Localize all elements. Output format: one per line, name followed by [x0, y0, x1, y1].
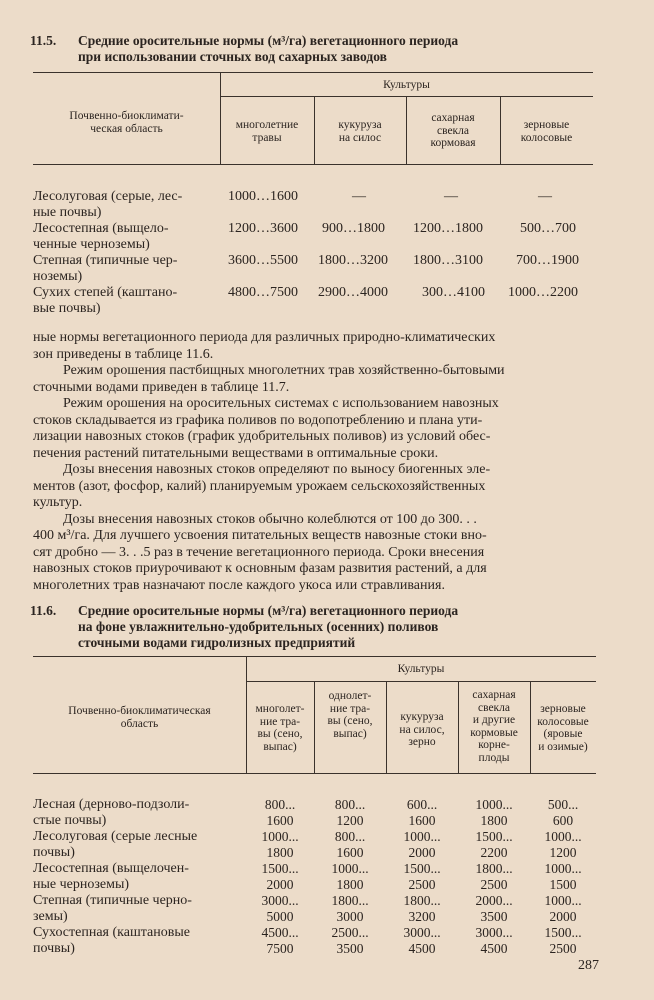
table-cell: 3500	[336, 941, 364, 956]
table-cell: 300…4100	[422, 285, 485, 300]
text-line: Дозы внесения навозных стоков обычно колеблются от 100 до 300. . .	[63, 511, 477, 527]
column-header-line: выпас)	[333, 727, 367, 740]
table-title-line: Средние оросительные нормы (м³/га) вегетационного периода	[78, 603, 459, 618]
column-header-line: кормовые	[470, 726, 518, 739]
table-title-line: сточными водами гидролизных предприятий	[78, 635, 356, 650]
row-region-name: почвы)	[33, 845, 75, 860]
row-region-name: вые почвы)	[33, 301, 101, 316]
header-region	[33, 705, 246, 731]
table-cell: 1600	[408, 813, 436, 828]
column-header-line: и другие	[472, 714, 516, 726]
table-cell: 1000...	[475, 797, 513, 812]
table-cell: 1200	[336, 813, 364, 828]
column-header-line: многолет-	[255, 703, 305, 715]
row-region-name: земы)	[33, 909, 68, 924]
table-cell: 1000…1600	[228, 189, 298, 204]
column-header-line: (яровые	[543, 728, 583, 740]
row-region-name: ные черноземы)	[33, 877, 130, 892]
table-cell: 3500	[480, 909, 508, 924]
table-top-rule	[33, 656, 596, 657]
column-header-line: сахарная	[472, 689, 516, 701]
table-cell: 1000...	[544, 893, 582, 908]
column-header-line: многолетние	[235, 119, 299, 131]
column-header-line: колосовые	[520, 131, 573, 144]
header-group-label: Культуры	[383, 79, 430, 91]
column-header-line: выпас)	[263, 740, 297, 753]
table-title-line: при использовании сточных вод сахарных заводов	[78, 49, 387, 64]
row-region-name: Лесолуговая (серые лесные	[33, 829, 198, 844]
table-cell: 2500	[549, 941, 577, 956]
text-line: стоков складывается из графика поливов по водопотреблению и плана ути-	[33, 412, 483, 428]
table-cell: 600	[552, 813, 574, 828]
column-header-line: на силос,	[399, 723, 445, 736]
table-number: 11.6.	[30, 603, 57, 618]
table-cell: 3000	[336, 909, 364, 924]
table-cell: 3000...	[403, 925, 441, 940]
text-line: ные нормы вегетационного периода для различных природно-климатических	[33, 330, 496, 345]
table-cell: 3600…5500	[228, 253, 298, 268]
text-line: навозных стоков приурочивают к основным фазам развития растений, а для	[33, 561, 487, 576]
header-bottom-rule	[33, 773, 596, 774]
table-cell: 2500	[480, 877, 508, 892]
table-title-line: на фоне увлажнительно-удобрительных (осенних) поливов	[78, 619, 439, 634]
column-header	[530, 703, 596, 753]
row-region-name: Лесостепная (выщело-	[33, 221, 169, 236]
text-line: Дозы внесения навозных стоков определяют по выносу биогенных эле-	[63, 462, 491, 477]
column-header-line: зерновые	[540, 703, 586, 715]
header-region-line: ческая область	[90, 123, 163, 135]
table-cell: 1200	[549, 845, 577, 860]
table-cell: 4500	[408, 941, 436, 956]
table-cell: 800...	[264, 797, 296, 812]
table-cell: 4800…7500	[228, 285, 298, 300]
table-cell: 700…1900	[516, 253, 579, 268]
table-cell: 3200	[408, 909, 436, 924]
header-region-line: область	[120, 718, 159, 730]
column-header	[458, 689, 530, 764]
table-cell: 900…1800	[322, 221, 385, 236]
group-rule	[246, 681, 596, 682]
column-header-line: кукуруза	[338, 119, 382, 131]
column-header-line: сахарная	[431, 112, 475, 124]
header-region-line: Почвенно-биоклимати-	[69, 110, 184, 122]
table-cell: 2000	[549, 909, 577, 924]
header-group-label: Культуры	[397, 663, 445, 675]
text-line: 400 м³/га. Для лучшего усвоения питательных веществ навозные стоки вно-	[33, 528, 487, 543]
column-header-line: кукуруза	[400, 711, 444, 723]
text-line: сточными водами приведен в таблице 11.7.	[33, 379, 290, 395]
column-header	[314, 119, 406, 144]
row-region-name: Лесостепная (выщелочен-	[33, 861, 189, 876]
table-cell: 800...	[334, 829, 366, 844]
column-header-line: вы (сено,	[257, 728, 303, 740]
column-header-line: кормовая	[430, 137, 476, 149]
table-cell: 1800...	[475, 861, 513, 876]
table-cell: 1800	[480, 813, 508, 828]
table-cell: —	[538, 189, 552, 204]
table-title-line: Средние оросительные нормы (м³/га) вегетационного периода	[78, 33, 459, 48]
text-line: Режим орошения на оросительных системах с использованием навозных	[63, 396, 499, 411]
column-header-line: колосовые	[537, 715, 589, 728]
row-region-name: ченные черноземы)	[33, 237, 150, 252]
column-header-line: свекла	[436, 124, 469, 137]
header-region	[33, 110, 220, 136]
table-cell: 1000...	[261, 829, 299, 844]
table-cell: 2900…4000	[318, 285, 388, 300]
table-cell: 1000...	[331, 861, 369, 876]
table-cell: —	[352, 189, 366, 204]
table-cell: 1500	[549, 877, 577, 892]
table-cell: 1800...	[331, 893, 369, 908]
column-header	[406, 112, 500, 150]
column-header-line: ние тра-	[259, 715, 301, 728]
table-cell: 2500	[408, 877, 436, 892]
table-cell: 1000…2200	[508, 285, 578, 300]
text-line: печения растений питательными веществами в оптимальные сроки.	[33, 445, 439, 461]
table-cell: 2000	[266, 877, 294, 892]
column-header-line: на силос	[338, 131, 382, 144]
table-cell: 1800	[266, 845, 294, 860]
header-region-line: Почвенно-биоклиматическая	[68, 705, 211, 717]
table-cell: 3000...	[261, 893, 299, 908]
column-header	[246, 703, 314, 753]
text-line: сят дробно — 3. . .5 раз в течение вегетационного периода. Сроки внесения	[33, 544, 485, 560]
row-region-name: Лесная (дерново-подзоли-	[33, 797, 190, 812]
column-header-line: однолет-	[328, 690, 372, 702]
row-region-name: ноземы)	[33, 269, 83, 284]
row-region-name: почвы)	[33, 941, 75, 956]
table-cell: 4500	[480, 941, 508, 956]
table-cell: 1200…1800	[413, 221, 483, 236]
column-header	[314, 690, 386, 740]
table-cell: 3000...	[475, 925, 513, 940]
table-cell: 1600	[266, 813, 294, 828]
text-line: зон приведены в таблице 11.6.	[33, 346, 214, 362]
table-cell: 4500...	[261, 925, 299, 940]
column-header	[386, 711, 458, 749]
column-header	[220, 119, 314, 144]
table-cell: 1800...	[403, 893, 441, 908]
column-header-line: и озимые)	[538, 740, 588, 753]
table-cell: 1500...	[261, 861, 299, 876]
row-region-name: Степная (типичные черно-	[33, 893, 192, 908]
table-cell: 1800…3200	[318, 253, 388, 268]
table-cell: 1500...	[544, 925, 582, 940]
text-line: Режим орошения пастбищных многолетних трав хозяйственно-бытовыми	[63, 363, 505, 378]
table-cell: 1200…3600	[228, 221, 298, 236]
body-text	[33, 330, 599, 594]
row-region-name: Лесолуговая (серые, лес-	[33, 189, 183, 204]
column-header-line: зерновые	[523, 119, 570, 131]
column-header-line: травы	[252, 131, 282, 144]
table-cell: 5000	[266, 909, 294, 924]
table-cell: 2000...	[475, 893, 513, 908]
row-region-name: Сухостепная (каштановые	[33, 925, 190, 940]
text-line: многолетних трав назначают после каждого укоса или стравливания.	[33, 577, 445, 593]
table-cell: 7500	[266, 941, 294, 956]
table-top-rule	[33, 72, 593, 73]
page-number: 287	[578, 958, 599, 973]
text-line: культур.	[33, 495, 83, 510]
column-header-line: плоды	[478, 751, 510, 764]
table-cell: —	[444, 189, 458, 204]
table-cell: 600...	[406, 797, 438, 812]
table-cell: 500…700	[520, 221, 576, 236]
row-region-name: Сухих степей (каштано-	[33, 285, 178, 300]
table-cell: 500...	[547, 797, 579, 812]
column-header	[500, 119, 593, 144]
table-cell: 1500...	[403, 861, 441, 876]
column-header-line: ние тра-	[329, 702, 371, 715]
column-header-line: корне-	[478, 739, 510, 751]
table-number: 11.5.	[30, 33, 57, 48]
text-line: лизации навозных стоков (график удобрительных поливов) из условий обес-	[33, 429, 491, 444]
row-region-name: стые почвы)	[33, 813, 107, 828]
header-bottom-rule	[33, 164, 593, 165]
table-cell: 800...	[334, 797, 366, 812]
column-header-line: зерно	[408, 736, 436, 748]
table-cell: 1600	[336, 845, 364, 860]
table-cell: 2200	[480, 845, 508, 860]
text-line: ментов (азот, фосфор, калий) планируемым урожаем сельскохозяйственных	[33, 478, 486, 494]
column-header-line: свекла	[477, 701, 510, 714]
table-cell: 1800	[336, 877, 364, 892]
table-cell: 2000	[408, 845, 436, 860]
table-cell: 1000...	[544, 829, 582, 844]
table-cell: 2500...	[331, 925, 369, 940]
table-cell: 1800…3100	[413, 253, 483, 268]
row-region-name: ные почвы)	[33, 205, 102, 220]
table-cell: 1500...	[475, 829, 513, 844]
row-region-name: Степная (типичные чер-	[33, 253, 178, 268]
column-header-line: вы (сено,	[327, 715, 373, 727]
table-cell: 1000...	[403, 829, 441, 844]
table-cell: 1000...	[544, 861, 582, 876]
